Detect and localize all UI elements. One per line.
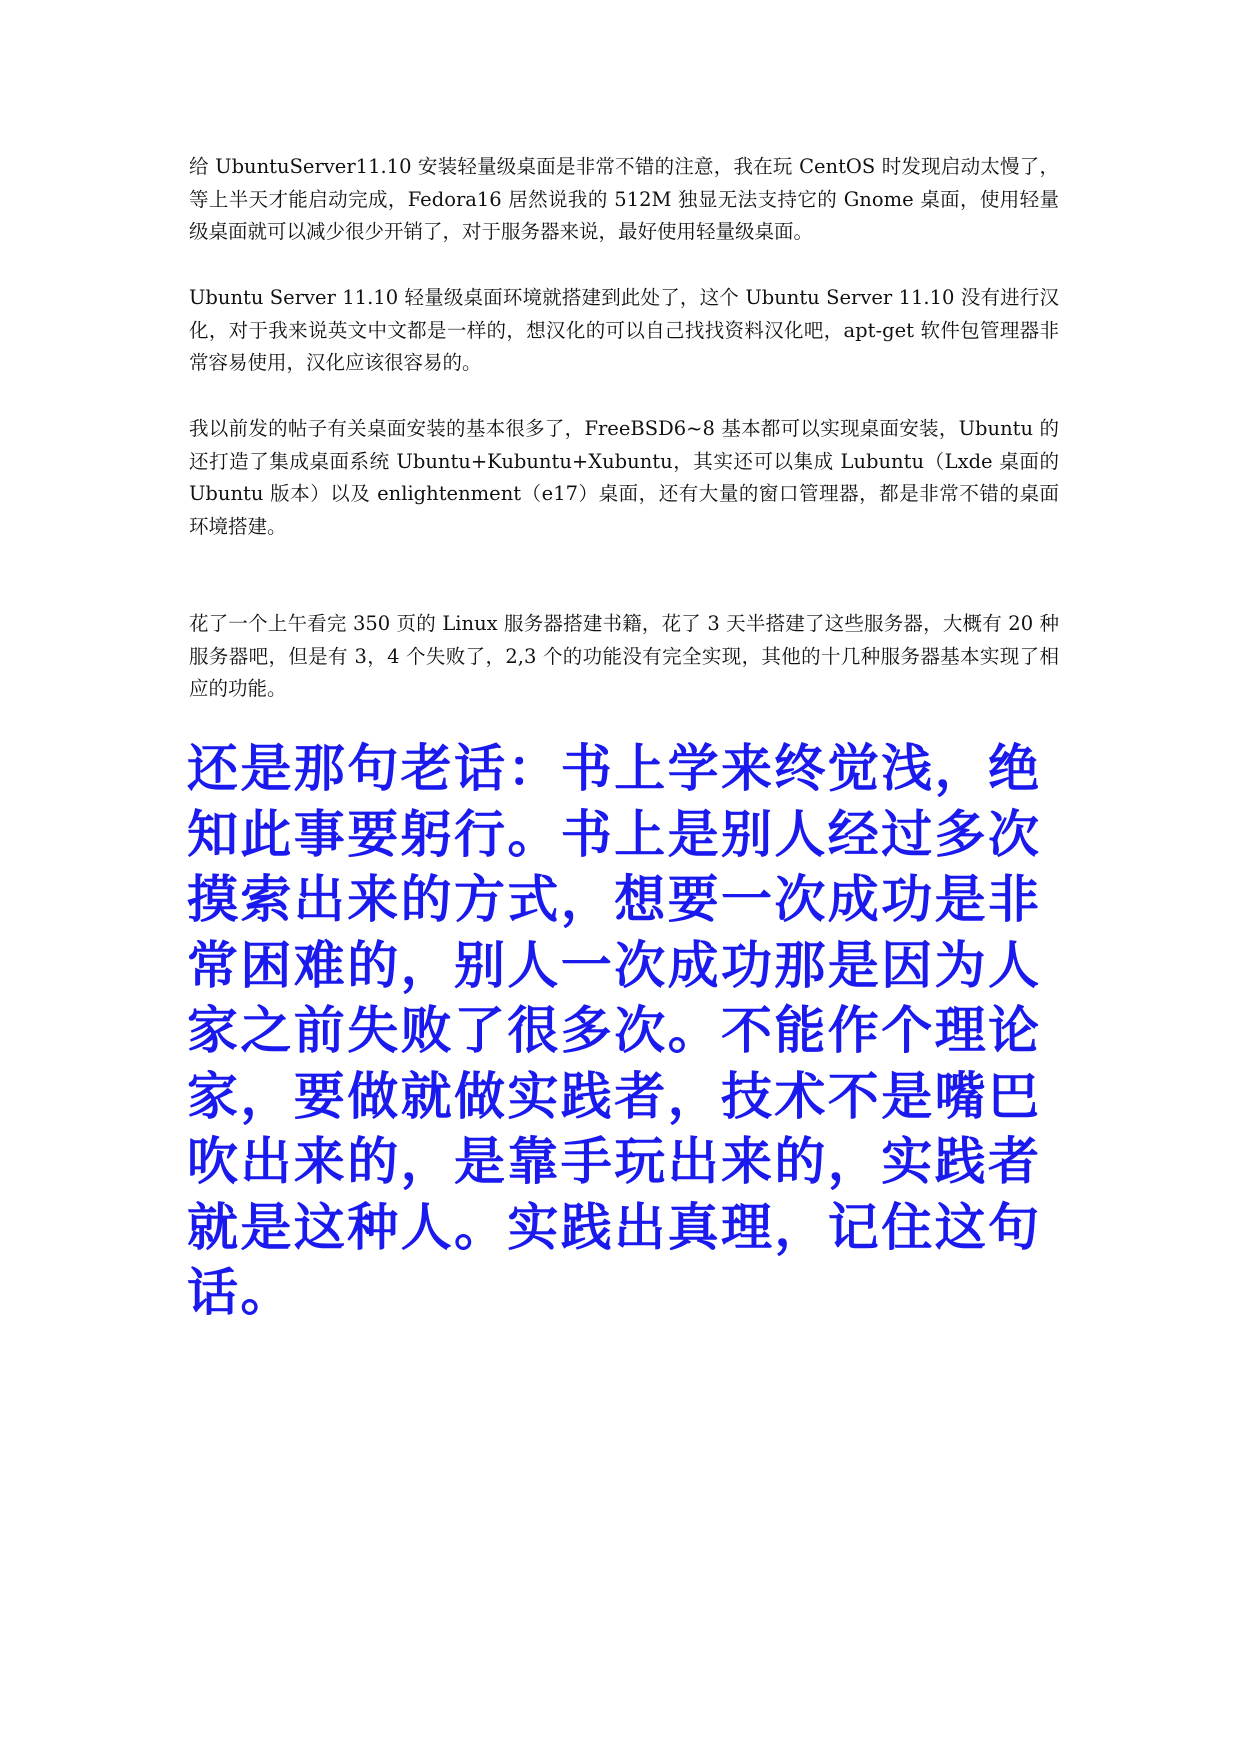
paragraph-1: 给 UbuntuServer11.10 安装轻量级桌面是非常不错的注意，我在玩 CentOS 时发现启动太慢了，等上半天才能启动完成，Fedora16 居然说我的 512M 独显无法支持它的 Gnome 桌面，使用轻量级桌面就可以减少很少开销了，对于服务器来说，最好使用轻量级桌面。 <box>189 155 1059 243</box>
paragraph-2: Ubuntu Server 11.10 轻量级桌面环境就搭建到此处了，这个 Ubuntu Server 11.10 没有进行汉化，对于我来说英文中文都是一样的，想汉化的可以自己找找资料汉化吧，apt-get 软件包管理器非常容易使用，汉化应该很容易的。 <box>189 286 1059 374</box>
highlighted-quote: 还是那句老话：书上学来终觉浅，绝知此事要躬行。书上是别人经过多次摸索出来的方式，想要一次成功是非常困难的，别人一次成功那是因为人家之前失败了很多次。不能作个理论家，要做就做实践者，技术不是嘴巴吹出来的，是靠手玩出来的，实践者就是这种人。实践出真理，记住这句话。 <box>187 740 1042 1323</box>
paragraph-4: 花了一个上午看完 350 页的 Linux 服务器搭建书籍，花了 3 天半搭建了这些服务器，大概有 20 种服务器吧，但是有 3，4 个失败了，2,3 个的功能没有完全实现，其他的十几种服务器基本实现了相应的功能。 <box>189 612 1059 700</box>
paragraph-3: 我以前发的帖子有关桌面安装的基本很多了，FreeBSD6~8 基本都可以实现桌面安装，Ubuntu 的还打造了集成桌面系统 Ubuntu+Kubuntu+Xubuntu，其实还可以集成 Lubuntu（Lxde 桌面的 Ubuntu 版本）以及 enlightenment（e17）桌面，还有大量的窗口管理器，都是非常不错的桌面环境搭建。 <box>189 417 1059 538</box>
